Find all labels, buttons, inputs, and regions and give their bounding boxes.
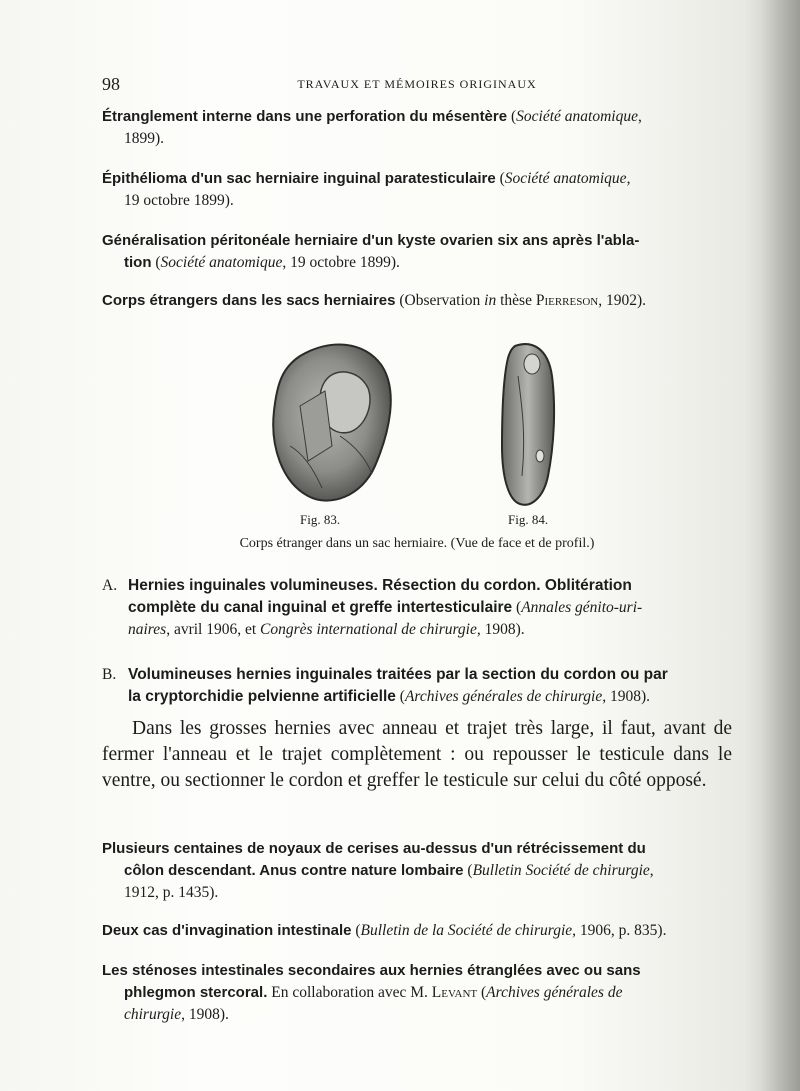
figure-83-label: Fig. 83. <box>300 512 341 527</box>
entry-2: Épithélioma d'un sac herniaire inguinal paratesticulaire (Société anatomique, 19 octobre 1899). <box>102 170 631 209</box>
entry-3: Généralisation péritonéale herniaire d'un kyste ovarien six ans après l'abla- tion (Société anatomique, 19 octobre 1899). <box>102 232 640 271</box>
figure-caption: Corps étranger dans un sac herniaire. (Vue de face et de profil.) <box>239 536 595 551</box>
entry-6: Deux cas d'invagination intestinale (Bulletin de la Société de chirurgie, 1906, p. 835). <box>102 922 667 939</box>
entry-B: B. Volumineuses hernies inguinales traitées par la section du cordon ou par la cryptorchidie pelvienne artificielle (Archives générales de chirurgie, 1908). <box>102 666 668 705</box>
entry-A: A. Hernies inguinales volumineuses. Résection du cordon. Oblitération complète du canal inguinal et greffe intertesticulaire (Annales génito-uri- naires, avril 1906, et Congrès international de chirurgie, 1908). <box>102 577 643 638</box>
page-header <box>102 74 732 94</box>
entry-7: Les sténoses intestinales secondaires aux hernies étranglées avec ou sans phlegmon stercoral. En collaboration avec M. Levant (Archives générales de chirurgie, 1908). <box>102 962 641 1023</box>
page-number: 98 <box>102 74 120 94</box>
body-paragraph: Dans les grosses hernies avec anneau et trajet très large, il faut, avant de fermer l'anneau et le trajet complètement : ou repousser le testicule dans le ventre, ou sectionner le cordon et greffer le testicule sur celui du côté opposé. <box>102 718 732 791</box>
entry-5: Plusieurs centaines de noyaux de cerises au-dessus d'un rétrécissement du côlon descendant. Anus contre nature lombaire (Bulletin Société de chirurgie, 1912, p. 1435). <box>102 840 654 901</box>
running-head: TRAVAUX ET MÉMOIRES ORIGINAUX <box>297 77 537 91</box>
figure-84-label: Fig. 84. <box>508 512 549 527</box>
entry-4: Corps étrangers dans les sacs herniaires (Observation in thèse Pierreson, 1902). <box>102 292 647 309</box>
figure-83 <box>273 345 391 501</box>
figure-84 <box>502 344 554 505</box>
entry-1: Étranglement interne dans une perforation du mésentère (Société anatomique, 1899). <box>102 108 642 147</box>
foreign-body-illustrations <box>270 336 570 512</box>
figures <box>270 336 570 512</box>
page-edge-shadow <box>760 0 800 1091</box>
